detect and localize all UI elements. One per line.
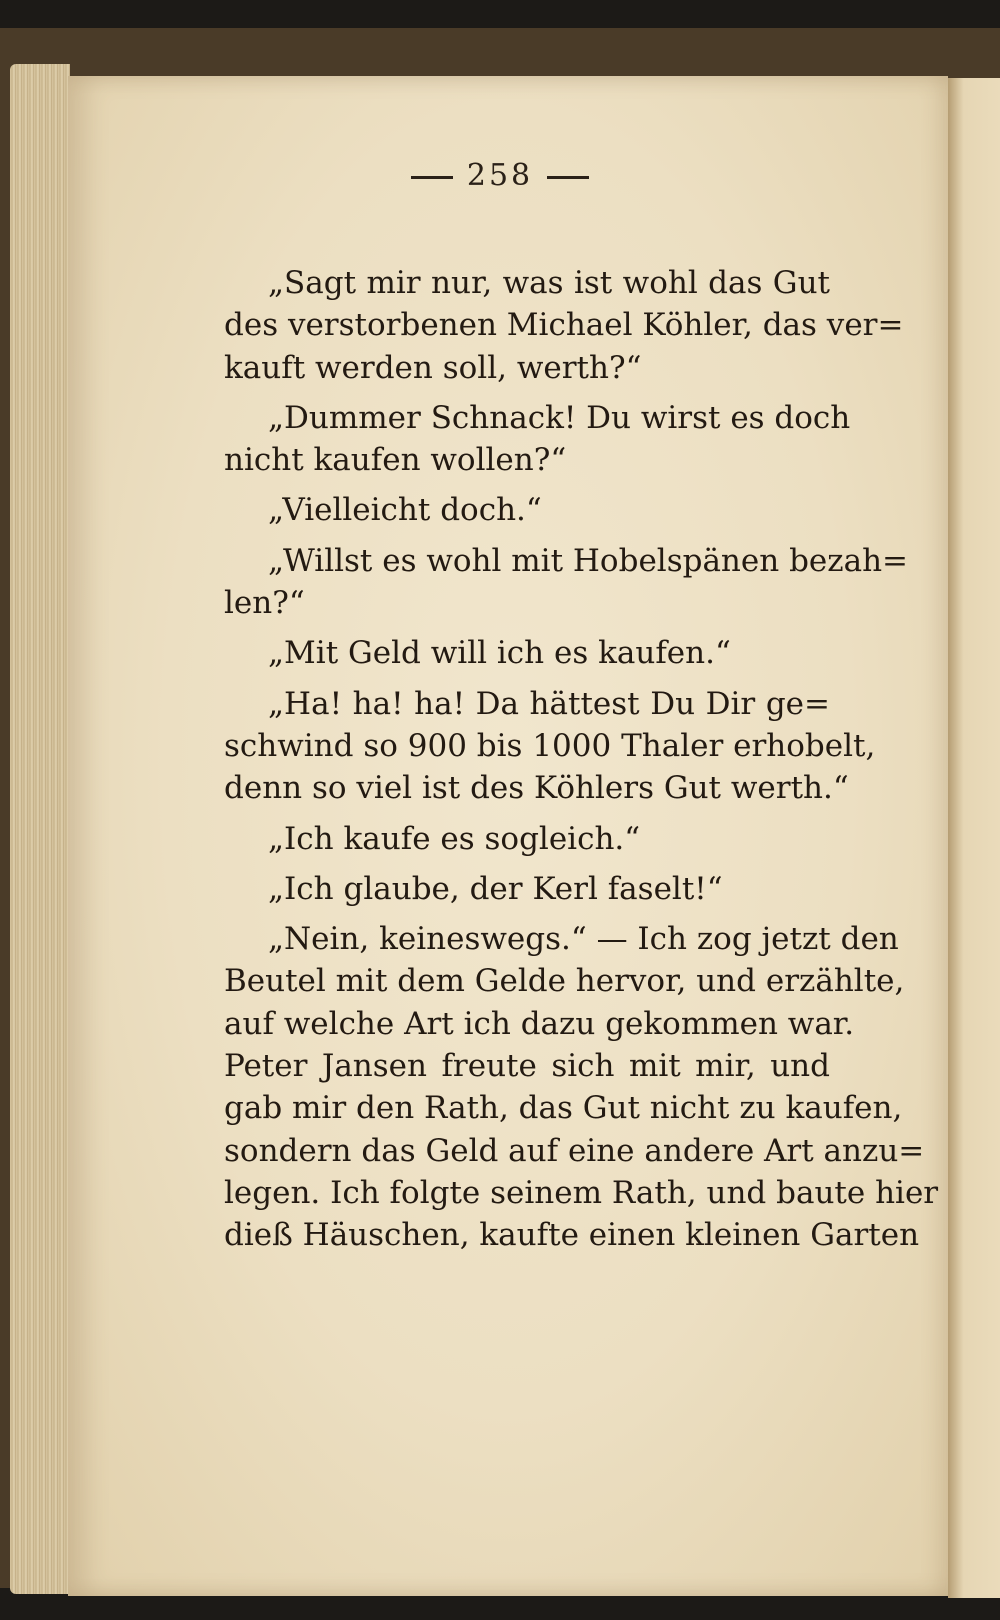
text-line: des verstorbenen Michael Köhler, das ver= (224, 307, 904, 344)
page-header (0, 158, 1000, 193)
text-line: „Mit Geld will ich es kaufen.“ (268, 635, 731, 672)
text-line: nicht kaufen wollen?“ (224, 442, 567, 479)
paragraph (224, 683, 876, 810)
text-line: dieß Häuschen, kaufte einen kleinen Garten (224, 1217, 920, 1254)
text-line: „Willst es wohl mit Hobelspänen bezah= (268, 542, 909, 579)
text-line: „Dummer Schnack! Du wirst es doch (268, 399, 851, 436)
paragraph (224, 868, 830, 910)
text-line: len?“ (224, 585, 305, 622)
header-dash-right (547, 176, 589, 179)
paragraph (224, 818, 830, 860)
text-line: auf welche Art ich dazu gekommen war. (224, 1005, 855, 1042)
paragraph (224, 540, 909, 625)
text-line: sondern das Geld auf eine andere Art anzu= (224, 1132, 925, 1169)
text-line: legen. Ich folgte seinem Rath, und baute hier (224, 1174, 939, 1211)
page-number: 258 (466, 158, 534, 193)
text-line: „Ich glaube, der Kerl faselt!“ (268, 870, 723, 907)
paragraph (224, 632, 830, 674)
text-line: „Vielleicht doch.“ (268, 492, 542, 529)
next-page-edge (948, 78, 1000, 1598)
text-line: Beutel mit dem Gelde hervor, und erzählte, (224, 963, 905, 1000)
paragraph (224, 918, 939, 1256)
text-line: kauft werden soll, werth?“ (224, 349, 642, 386)
text-line: „Nein, keineswegs.“ — Ich zog jetzt den (268, 921, 899, 958)
body-text (224, 262, 939, 1257)
page-edges (10, 64, 70, 1594)
text-line: denn so viel ist des Köhlers Gut werth.“ (224, 770, 849, 807)
text-line: gab mir den Rath, das Gut nicht zu kaufen, (224, 1090, 903, 1127)
header-dash-left (411, 176, 453, 179)
paragraph (224, 397, 851, 482)
text-line: „Sagt mir nur, was ist wohl das Gut (268, 265, 830, 301)
text-line: „Ha! ha! ha! Da hättest Du Dir ge= (268, 685, 830, 722)
paragraph (224, 262, 904, 389)
text-line: „Ich kaufe es sogleich.“ (268, 820, 641, 857)
text-line: schwind so 900 bis 1000 Thaler erhobelt, (224, 727, 876, 764)
paragraph (224, 489, 830, 531)
text-line: Peter Jansen freute sich mit mir, und (224, 1048, 830, 1085)
